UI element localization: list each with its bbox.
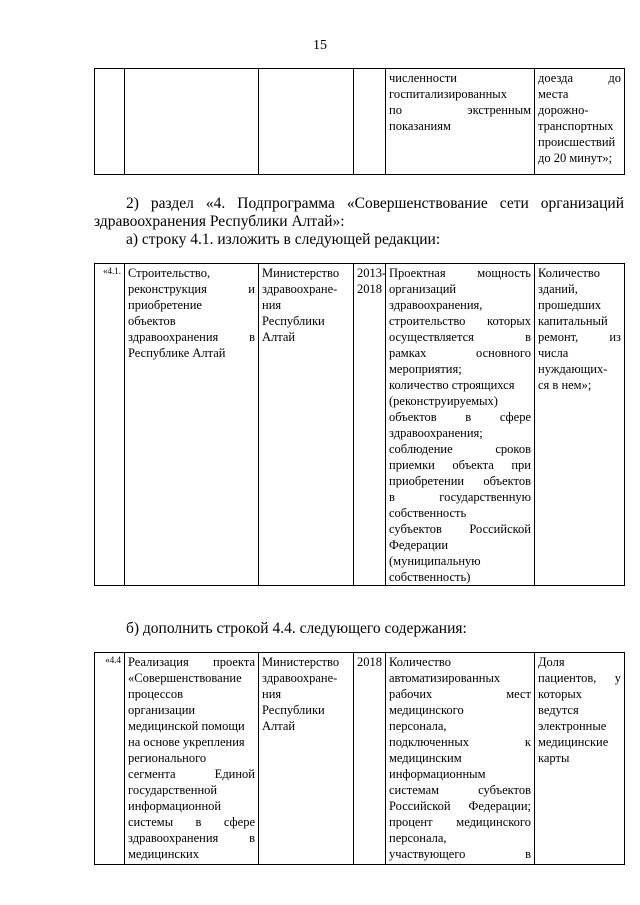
paragraph-line-2: здравоохранения Республики Алтай»: (94, 213, 345, 230)
cell-num-41: «4.1. (95, 264, 125, 586)
cell-text-line: ремонт, из (538, 330, 621, 344)
cell-text-line: субъектов Российской (389, 522, 531, 536)
cell-text-line: организации (128, 703, 196, 717)
cell-text-line: приобретение (128, 298, 202, 312)
cell-text-line: Количество (389, 655, 451, 669)
cell-text-line: Министерство (262, 655, 340, 669)
cell-text-line: зданий, (538, 282, 578, 296)
cell-text-line: (реконструируемых) (389, 394, 498, 408)
cell-text-line: ния (262, 687, 282, 701)
cell-text-line: которых (538, 687, 582, 701)
cell-text-line: прошедших (538, 298, 602, 312)
cell-text-line: объектов в сфере (389, 410, 531, 424)
cell-text-line: здравоохране- (262, 671, 338, 685)
cell-result-cont (535, 69, 625, 175)
cell-text-line: здравоохранения, (389, 298, 483, 312)
cell-text-line: рамках основного (389, 346, 531, 360)
cell-period-44 (354, 653, 386, 865)
cell-empty-4 (354, 69, 386, 175)
cell-text-line: показаниям (389, 119, 451, 133)
cell-text-line: процессов (128, 687, 183, 701)
cell-text-line: капитальный (538, 314, 608, 328)
cell-text-line: персонала, (389, 831, 447, 845)
cell-text-line: до 20 минут»; (538, 151, 613, 165)
cell-text-line: 2013- (357, 266, 387, 280)
cell-text-line: медицинской помощи (128, 719, 245, 733)
cell-text-line: Реализация проекта (128, 655, 255, 669)
cell-indicator-41 (386, 264, 535, 586)
table-continuation (94, 68, 625, 175)
cell-num-44: «4.4 (95, 653, 125, 865)
cell-text-line: собственность (389, 506, 467, 520)
cell-text-line: собственность) (389, 570, 471, 584)
cell-period-41 (354, 264, 386, 586)
cell-indicator-cont (386, 69, 535, 175)
cell-text-line: Доля (538, 655, 565, 669)
table-row-44 (94, 652, 625, 865)
cell-text-line: здравоохранения в (128, 831, 255, 845)
cell-text-line: системам субъектов (389, 783, 531, 797)
cell-text-line: информационным (389, 767, 486, 781)
cell-text-line: нуждающих- (538, 362, 608, 376)
cell-indicator-44 (386, 653, 535, 865)
cell-text-line: «Совершенствование (128, 671, 242, 685)
cell-org-41 (259, 264, 354, 586)
cell-result-41 (535, 264, 625, 586)
cell-text-line: 2018 (357, 282, 382, 296)
cell-text-line: здравоохранения; (389, 426, 483, 440)
cell-text-line: подключенных к (389, 735, 531, 749)
cell-text-line: участвующего в (389, 847, 531, 861)
cell-text-line: 2018 (357, 655, 382, 669)
cell-text-line: реконструкция и (128, 282, 255, 296)
cell-text-line: Республики (262, 314, 325, 328)
cell-text-line: Министерство (262, 266, 340, 280)
cell-name-44 (125, 653, 259, 865)
cell-text-line: количество строящихся (389, 378, 515, 392)
cell-text-line: медицинских (128, 847, 199, 861)
cell-text-line: дорожно- (538, 103, 589, 117)
cell-text-line: приемки объекта при (389, 458, 531, 472)
cell-org-44 (259, 653, 354, 865)
cell-text-line: Алтай (262, 330, 296, 344)
cell-text-line: Республике Алтай (128, 346, 226, 360)
cell-text-line: места (538, 87, 569, 101)
cell-text-line: объектов (128, 314, 176, 328)
cell-text-line: сегмента Единой (128, 767, 255, 781)
cell-name-41 (125, 264, 259, 586)
cell-text-line: (муниципальную (389, 554, 481, 568)
cell-text-line: соблюдение сроков (389, 442, 531, 456)
cell-text-line: здравоохране- (262, 282, 338, 296)
cell-text-line: числа (538, 346, 569, 360)
cell-text-line: приобретении объектов (389, 474, 531, 488)
cell-text-line: госпитализированных (389, 87, 507, 101)
cell-text-line: по экстренным (389, 103, 531, 117)
cell-text-line: автоматизированных (389, 671, 501, 685)
cell-empty-3 (259, 69, 354, 175)
cell-text-line: Строительство, (128, 266, 211, 280)
cell-text-line: рабочих мест (389, 687, 531, 701)
cell-text-line: транспортных (538, 119, 614, 133)
cell-text-line: электронные (538, 719, 607, 733)
page-number: 15 (313, 38, 327, 53)
cell-text-line: ния (262, 298, 282, 312)
cell-text-line: строительство которых (389, 314, 531, 328)
cell-text-line: происшествий (538, 135, 616, 149)
paragraph-line-1: 2) раздел «4. Подпрограмма «Совершенствование сети организаций (126, 195, 624, 212)
cell-text-line: Федерации (389, 538, 449, 552)
paragraph-section-4 (94, 195, 624, 231)
cell-text-line: ся в нем»; (538, 378, 592, 392)
cell-text-line: медицинским (389, 751, 462, 765)
cell-empty-1 (95, 69, 125, 175)
cell-text-line: Российской Федерации; (389, 799, 531, 813)
cell-text-line: регионального (128, 751, 207, 765)
cell-text-line: информационной (128, 799, 222, 813)
cell-text-line: Проектная мощность (389, 266, 531, 280)
cell-text-line: персонала, (389, 719, 447, 733)
cell-text-line: доезда до (538, 71, 621, 85)
cell-text-line: пациентов, у (538, 671, 621, 685)
cell-empty-2 (125, 69, 259, 175)
cell-text-line: государственной (128, 783, 218, 797)
cell-text-line: Алтай (262, 719, 296, 733)
cell-text-line: Количество (538, 266, 600, 280)
cell-result-44 (535, 653, 625, 865)
cell-text-line: Республики (262, 703, 325, 717)
cell-text-line: карты (538, 751, 570, 765)
cell-text-line: ведутся (538, 703, 579, 717)
paragraph-row-44: б) дополнить строкой 4.4. следующего содержания: (126, 620, 467, 637)
cell-text-line: процент медицинского (389, 815, 531, 829)
cell-text-line: осуществляется в (389, 330, 531, 344)
cell-text-line: в государственную (389, 490, 531, 504)
cell-text-line: здравоохранения в (128, 330, 255, 344)
cell-text-line: организаций (389, 282, 457, 296)
cell-text-line: системы в сфере (128, 815, 255, 829)
cell-text-line: медицинские (538, 735, 609, 749)
cell-text-line: на основе укрепления (128, 735, 245, 749)
cell-text-line: мероприятия; (389, 362, 462, 376)
cell-text-line: численности (389, 71, 457, 85)
paragraph-row-41: а) строку 4.1. изложить в следующей редакции: (126, 231, 441, 248)
table-row-41 (94, 263, 625, 586)
cell-text-line: медицинского (389, 703, 464, 717)
